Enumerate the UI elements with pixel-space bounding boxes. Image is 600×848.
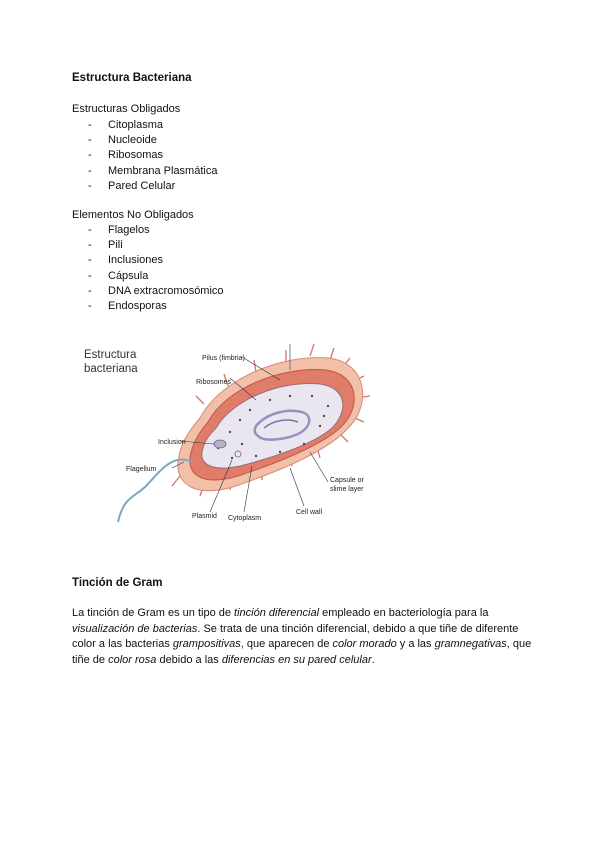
optional-elements-list [88,223,224,314]
optional-elements-heading: Elementos No Obligados [72,209,194,221]
required-structures-list [88,118,217,194]
text-run: . Se trata de una tinción diferencial, debido a que tiñe de diferente color a las bacterias [72,622,519,651]
label-cytoplasm: Cytoplasm [228,515,262,522]
text-run: La tinción de Gram es un tipo de [72,607,235,619]
text-run-italic: color morado [332,638,397,651]
text-run-italic: diferencias en su pared celular [221,653,372,666]
text-run-italic: grampositivas [172,638,241,651]
text-run-italic: tinción diferencial [234,607,320,619]
list-item: - Flagelos [88,224,150,236]
list-item: - Membrana Plasmática [88,164,218,177]
figure-title-line1: Estructura [84,349,137,361]
text-run-italic: color rosa [108,653,157,666]
gram-stain-paragraph [72,606,532,668]
list-item: - Nucleoide [88,134,157,147]
text-run: debido a las [156,653,222,666]
section-title-estructura: Estructura Bacteriana [72,72,192,84]
list-item: - Citoplasma [88,119,164,131]
label-cell-wall: Cell wall [296,509,323,516]
section-title-tincion: Tinción de Gram [72,577,163,589]
text-run-italic: visualización de bacterias [72,622,198,635]
label-pilus: Pilus (fimbria) [202,355,245,362]
list-item: - Ribosomas [88,149,164,162]
list-item: - DNA extracromosómico [88,284,224,297]
figure-title-line2: bacteriana [84,363,138,375]
text-run: . [371,653,375,666]
label-capsule-1: Capsule or [330,477,364,484]
label-ribosomes: Ribosomes [196,379,232,386]
text-run: empleado en bacteriología para la [319,607,489,619]
text-run-italic: gramnegativas [434,638,507,651]
label-plasmid: Plasmid [192,513,217,520]
list-item: - Inclusiones [88,254,164,267]
text-run: y a las [396,638,435,651]
required-structures-heading: Estructuras Obligados [72,103,181,115]
list-item: - Pili [88,239,123,252]
list-item: - Endosporas [88,299,167,312]
text-run: , que aparecen de [240,638,333,651]
bacterial-structure-figure [80,340,380,530]
text-run: , que tiñe de [72,638,532,666]
inclusion-body [214,440,226,448]
list-item: - Pared Celular [88,179,176,192]
label-flagellum: Flagellum [126,466,157,473]
label-inclusion: Inclusion [158,439,186,446]
list-item: - Cápsula [88,269,149,282]
label-capsule-2: slime layer [330,486,364,493]
